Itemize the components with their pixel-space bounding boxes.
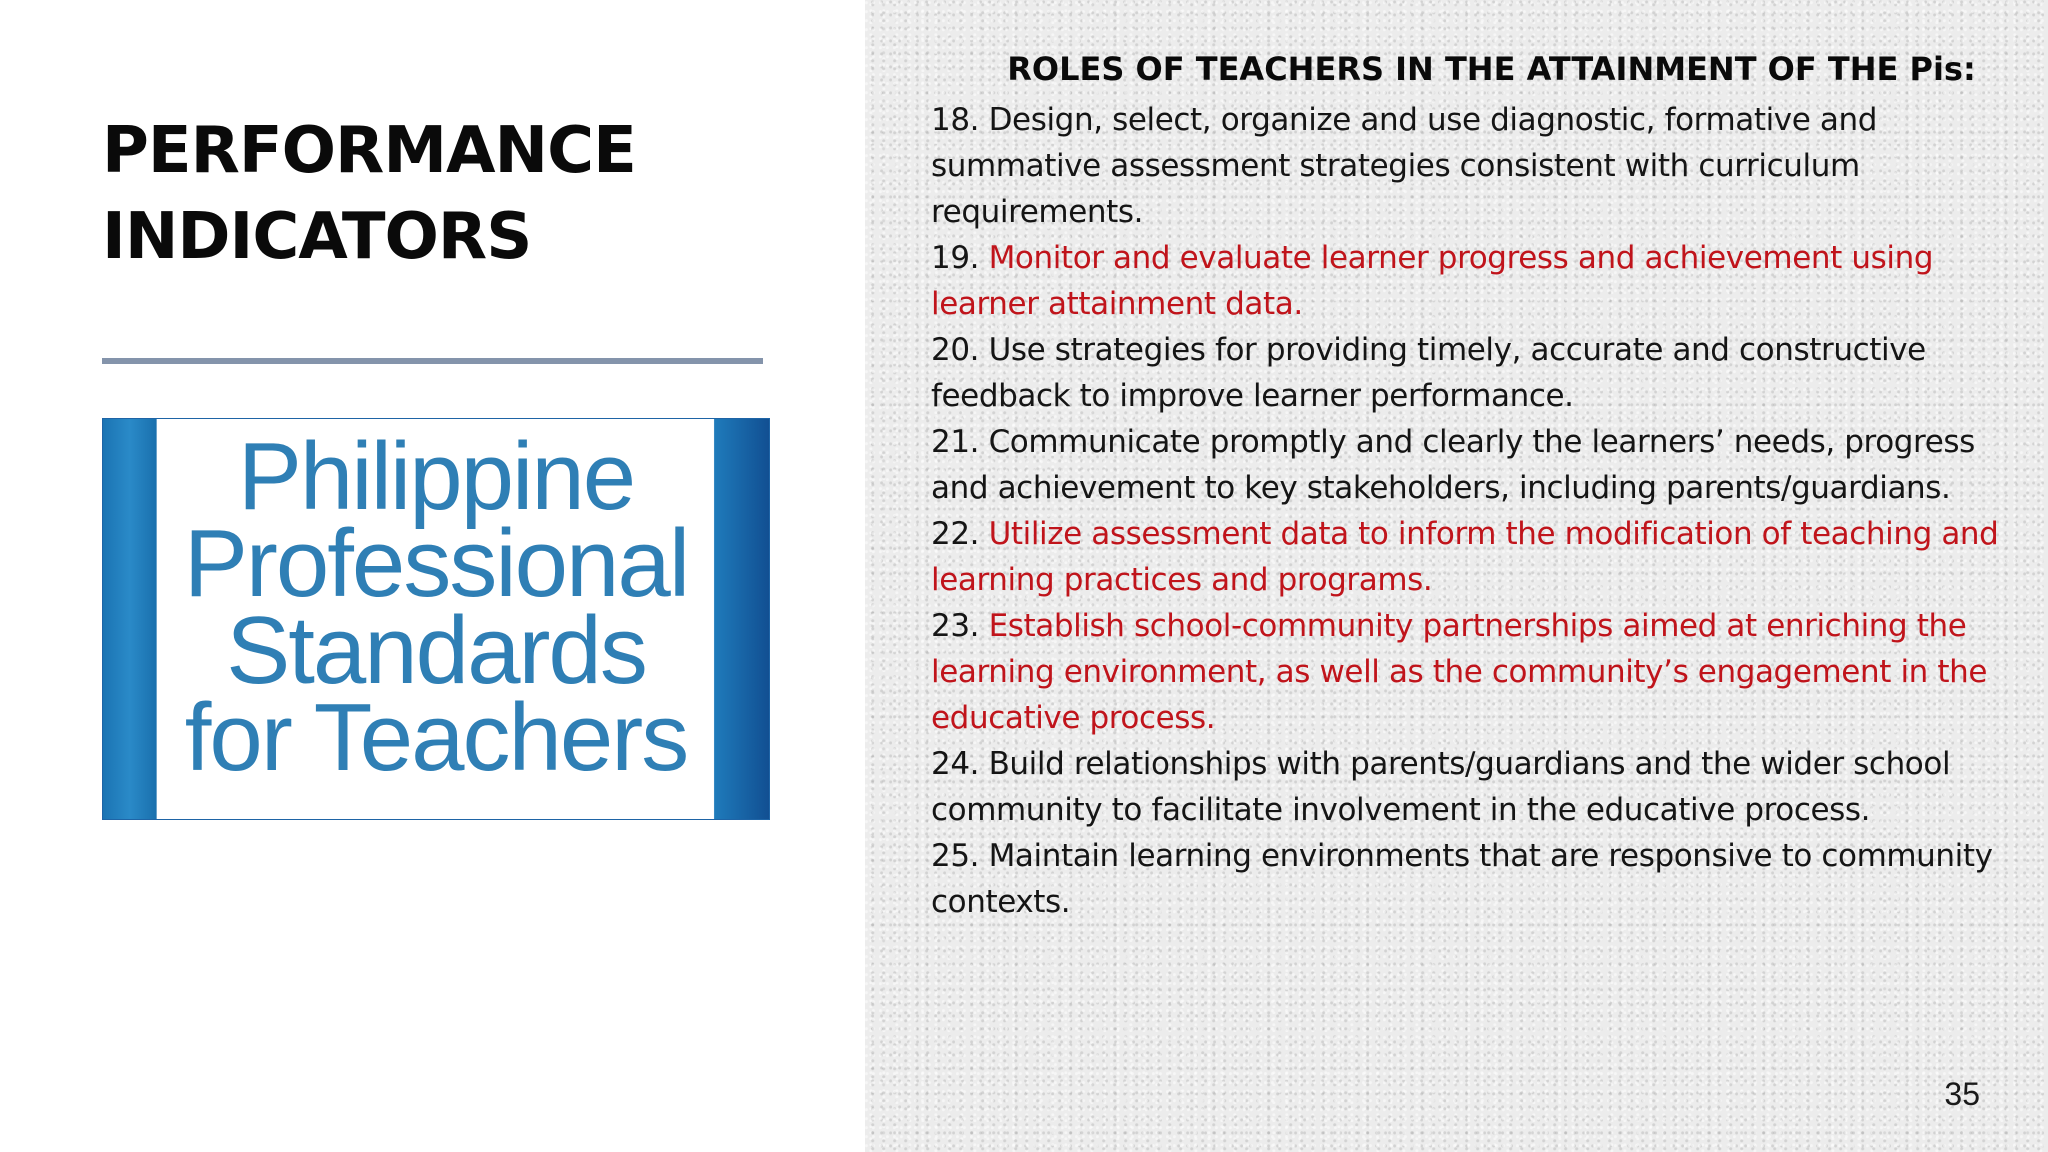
left-panel (0, 0, 865, 1152)
indicator-item (931, 419, 2031, 511)
ppst-logo-text (157, 423, 715, 791)
indicator-item (931, 603, 2031, 741)
logo-line-3: Standards (226, 597, 646, 704)
slide-title-line-1: PERFORMANCE (102, 114, 636, 188)
indicator-number: 25. (931, 838, 989, 874)
indicator-item (931, 741, 2031, 833)
indicator-item (931, 833, 2031, 925)
indicator-text: Communicate promptly and clearly the learners’ needs, progress and achievement to key stakeholders, including parents/guardians. (931, 424, 1975, 506)
indicator-number: 18. (931, 102, 989, 138)
title-divider (102, 358, 763, 364)
indicator-number: 19. (931, 240, 989, 276)
logo-line-1: Philippine (237, 423, 635, 530)
right-panel (865, 0, 2048, 1152)
slide-title (102, 108, 802, 280)
indicator-number: 21. (931, 424, 989, 460)
indicator-text-highlighted: Establish school-community partnerships aimed at enriching the learning environment, as well as the community’s engagement in the educative process. (931, 608, 1988, 736)
logo-line-2: Professional (183, 510, 689, 617)
indicator-text: Use strategies for providing timely, accurate and constructive feedback to improve learner performance. (931, 332, 1926, 414)
slide-title-line-2: INDICATORS (102, 200, 532, 274)
indicator-item (931, 97, 2031, 235)
indicators-list (931, 97, 2031, 925)
indicators-heading: ROLES OF TEACHERS IN THE ATTAINMENT OF THE Pis: (1007, 50, 1976, 88)
indicator-number: 22. (931, 516, 989, 552)
indicator-item (931, 327, 2031, 419)
indicator-item (931, 511, 2031, 603)
page-number: 35 (1944, 1076, 1980, 1112)
ppst-logo-image (102, 418, 770, 820)
logo-line-4: for Teachers (184, 684, 688, 791)
indicator-number: 23. (931, 608, 989, 644)
indicator-text-highlighted: Monitor and evaluate learner progress and achievement using learner attainment data. (931, 240, 1934, 322)
indicator-number: 20. (931, 332, 989, 368)
indicator-text: Maintain learning environments that are responsive to community contexts. (931, 838, 1993, 920)
indicator-text-highlighted: Utilize assessment data to inform the modification of teaching and learning practices and programs. (931, 516, 1999, 598)
indicator-item (931, 235, 2031, 327)
indicator-text: Build relationships with parents/guardians and the wider school community to facilitate involvement in the educative process. (931, 746, 1951, 828)
indicator-text: Design, select, organize and use diagnostic, formative and summative assessment strategies consistent with curriculum requirements. (931, 102, 1878, 230)
indicator-number: 24. (931, 746, 989, 782)
